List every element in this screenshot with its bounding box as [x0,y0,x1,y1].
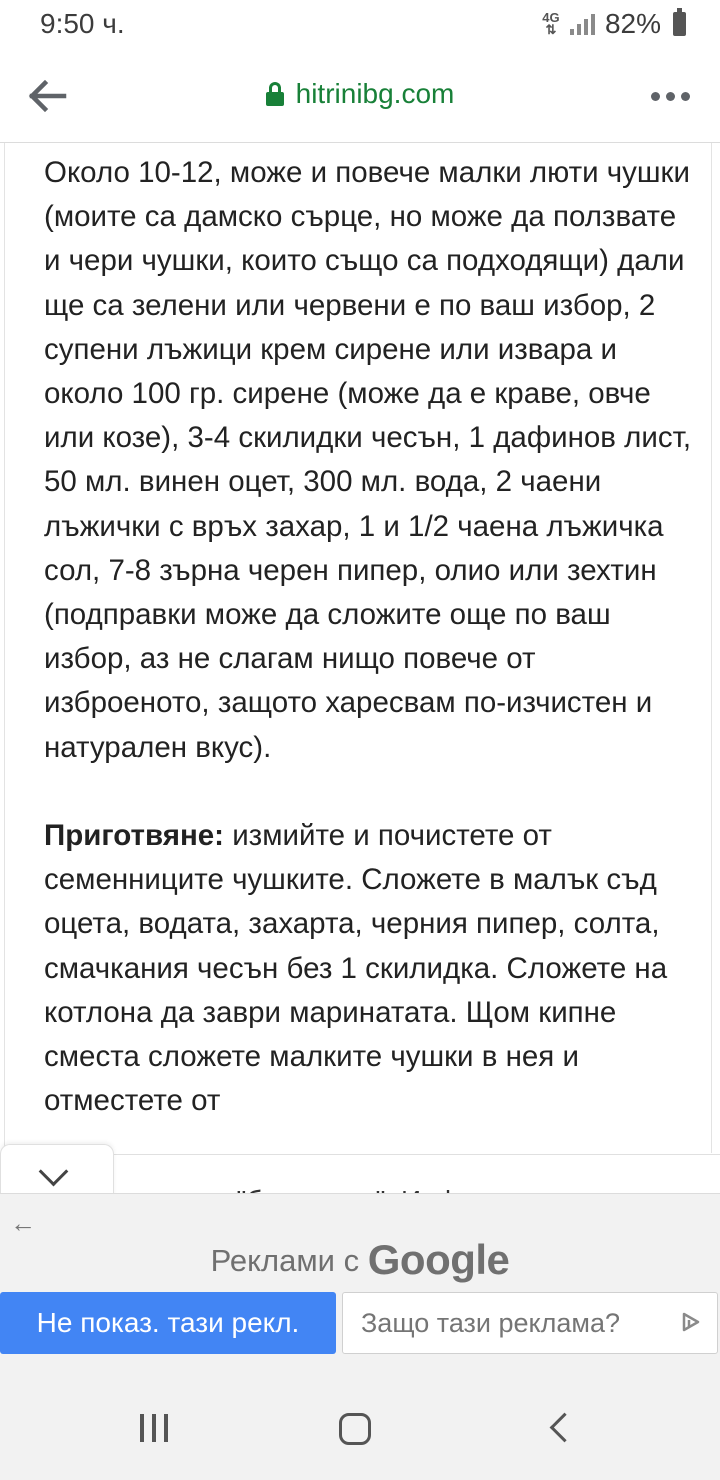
back-icon[interactable] [550,1413,580,1443]
address-field[interactable] [0,78,720,110]
battery-icon [673,12,686,36]
status-indicators [542,8,686,40]
system-nav-bar [0,1384,720,1480]
hide-ad-button[interactable]: Не показ. тази рекл. [0,1292,336,1354]
status-time: 9:50 ч. [40,8,125,39]
preparation-label: Приготвяне: [44,819,224,853]
url-text: hitrinibg.com [295,78,455,109]
signal-icon [570,13,595,35]
chevron-down-icon [39,1157,69,1187]
google-logo: Google [367,1236,510,1283]
recents-icon[interactable] [140,1414,168,1442]
ad-choices-icon [681,1311,701,1333]
article-text [44,151,694,1168]
preparation-paragraph [44,814,694,1123]
more-icon[interactable] [651,92,690,101]
lock-icon [266,82,284,106]
browser-toolbar [0,50,720,143]
ad-feedback-panel [0,1193,720,1384]
battery-level: 82% [604,8,661,39]
network-type-icon: 4G ⇅ [542,10,560,37]
ingredients-paragraph: Около 10-12, може и повече малки люти чушки (моите са дамско сърце, но може да ползвате и чери чушки, които също са подходящи) дали ще са зелени или червени е по ваш избор, 2 супени лъжици крем сирене или извара и около 100 гр. сирене (може да е краве, овче или козе), 3-4 скилидки чесън, 1 дафинов лист, 50 мл. винен оцет, 300 мл. вода, 2 чаени лъжички с връх захар, 1 и 1/2 чаена лъжичка сол, 7-8 зърна черен пипер, олио или зехтин (подправки може да сложите още по ваш избор, аз не слагам нищо повече от изброеното, защото харесвам по-изчистен и натурален вкус). [44,156,692,764]
ad-header-prefix: Реклами с [210,1243,360,1278]
home-icon[interactable] [339,1413,371,1445]
article-content [4,143,712,1153]
why-this-ad-label: Защо тази реклама? [361,1308,621,1338]
ad-header [0,1236,720,1284]
status-bar [0,0,720,50]
ad-back-icon[interactable]: ← [10,1208,36,1238]
why-this-ad-button[interactable] [342,1292,718,1354]
preparation-text: измийте и почистете от семенниците чушките. Сложете в малък съд оцета, водата, захарта, черния пипер, солта, смачкания чесън без 1 скилидка. Сложете на котлона да заври маринатата. Щом кипне сместа сложете малките чушки в нея и отместете от [44,819,668,1118]
